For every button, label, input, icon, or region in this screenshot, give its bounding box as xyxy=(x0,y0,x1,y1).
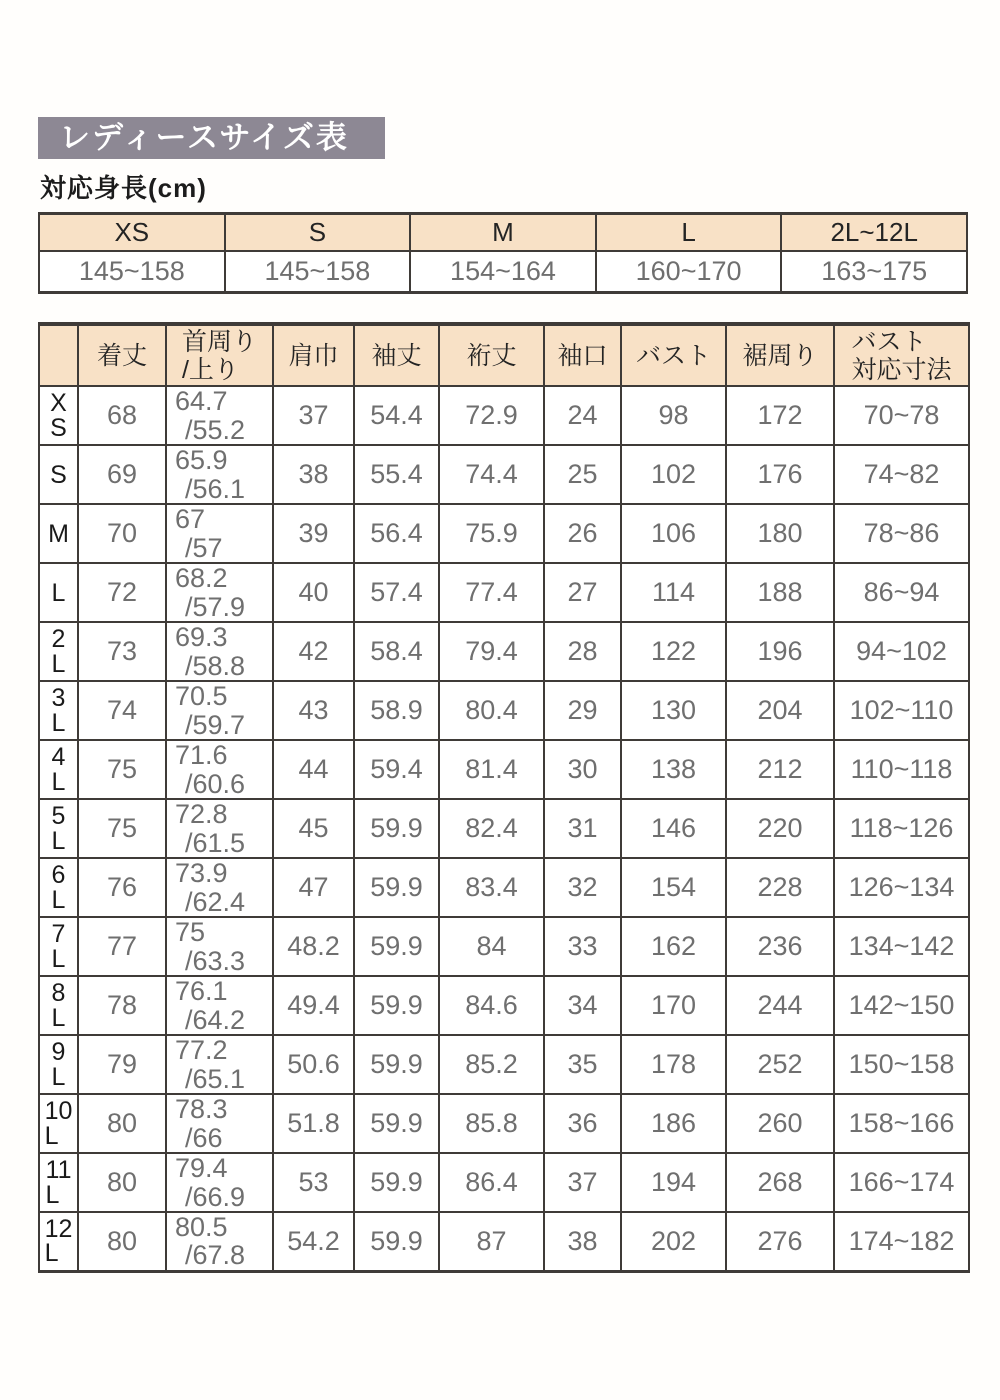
row-label-10L xyxy=(39,1094,78,1153)
measure-cell: 34 xyxy=(544,976,621,1035)
size-col-header-blank xyxy=(39,324,78,386)
row-label-8L xyxy=(39,976,78,1035)
measure-cell: 142~150 xyxy=(834,976,969,1035)
measure-cell: 102~110 xyxy=(834,681,969,740)
measure-cell: 59.9 xyxy=(354,1212,439,1271)
row-label-M xyxy=(39,504,78,563)
measure-cell: 59.4 xyxy=(354,740,439,799)
row-label-2L xyxy=(39,622,78,681)
neck-measure-cell: 71.6 /60.6 xyxy=(166,740,273,799)
measure-cell: 36 xyxy=(544,1094,621,1153)
measure-cell: 45 xyxy=(273,799,354,858)
cell-text: 9 L xyxy=(51,1038,66,1091)
measure-cell: 110~118 xyxy=(834,740,969,799)
cell-text: S xyxy=(50,460,67,489)
measure-cell: 73 xyxy=(78,622,166,681)
measure-cell: 27 xyxy=(544,563,621,622)
measure-cell: 51.8 xyxy=(273,1094,354,1153)
neck-measure-cell: 80.5 /67.8 xyxy=(166,1212,273,1271)
size-col-header-首周り xyxy=(166,324,273,386)
size-row-XS xyxy=(39,386,969,445)
cell-text: X S xyxy=(50,389,67,442)
height-col-header-S: S xyxy=(225,214,411,251)
measure-cell: 42 xyxy=(273,622,354,681)
measure-cell: 74.4 xyxy=(439,445,544,504)
measure-cell: 76 xyxy=(78,858,166,917)
measure-cell: 84.6 xyxy=(439,976,544,1035)
row-label-7L xyxy=(39,917,78,976)
measure-cell: 59.9 xyxy=(354,1153,439,1212)
cell-text: 2 L xyxy=(51,625,66,678)
measure-cell: 85.8 xyxy=(439,1094,544,1153)
measure-cell: 54.2 xyxy=(273,1212,354,1271)
measure-cell: 236 xyxy=(726,917,834,976)
neck-measure-cell: 69.3 /58.8 xyxy=(166,622,273,681)
measure-cell: 102 xyxy=(621,445,726,504)
measure-cell: 134~142 xyxy=(834,917,969,976)
measure-cell: 50.6 xyxy=(273,1035,354,1094)
measure-cell: 170 xyxy=(621,976,726,1035)
row-label-5L xyxy=(39,799,78,858)
measure-cell: 32 xyxy=(544,858,621,917)
row-label-3L xyxy=(39,681,78,740)
measure-cell: 80 xyxy=(78,1094,166,1153)
measure-cell: 38 xyxy=(544,1212,621,1271)
measure-cell: 29 xyxy=(544,681,621,740)
measure-cell: 114 xyxy=(621,563,726,622)
measure-cell: 56.4 xyxy=(354,504,439,563)
measure-cell: 176 xyxy=(726,445,834,504)
cell-text: 着丈 xyxy=(96,342,147,371)
measure-cell: 260 xyxy=(726,1094,834,1153)
size-col-header-着丈 xyxy=(78,324,166,386)
measure-cell: 186 xyxy=(621,1094,726,1153)
measure-cell: 59.9 xyxy=(354,799,439,858)
measure-cell: 59.9 xyxy=(354,1035,439,1094)
measure-cell: 80 xyxy=(78,1212,166,1271)
measure-cell: 59.9 xyxy=(354,1094,439,1153)
size-row-12L xyxy=(39,1212,969,1271)
height-section-title: 対応身長(cm) xyxy=(40,173,207,203)
size-row-10L xyxy=(39,1094,969,1153)
measure-cell: 85.2 xyxy=(439,1035,544,1094)
measure-cell: 79.4 xyxy=(439,622,544,681)
measure-cell: 44 xyxy=(273,740,354,799)
height-table-value-row xyxy=(39,251,967,293)
measure-cell: 38 xyxy=(273,445,354,504)
measure-cell: 138 xyxy=(621,740,726,799)
size-row-7L xyxy=(39,917,969,976)
measure-cell: 79 xyxy=(78,1035,166,1094)
measure-cell: 57.4 xyxy=(354,563,439,622)
measure-cell: 68 xyxy=(78,386,166,445)
height-range-cell: 154~164 xyxy=(410,251,596,293)
row-label-9L xyxy=(39,1035,78,1094)
row-label-11L xyxy=(39,1153,78,1212)
size-row-6L xyxy=(39,858,969,917)
measure-cell: 204 xyxy=(726,681,834,740)
height-table xyxy=(38,212,968,294)
cell-text: 6 L xyxy=(51,861,66,914)
measure-cell: 244 xyxy=(726,976,834,1035)
row-label-S xyxy=(39,445,78,504)
height-col-header-M: M xyxy=(410,214,596,251)
measure-cell: 166~174 xyxy=(834,1153,969,1212)
size-table-body xyxy=(39,386,969,1271)
measure-cell: 83.4 xyxy=(439,858,544,917)
measure-cell: 220 xyxy=(726,799,834,858)
cell-text: 裾周り xyxy=(742,342,818,371)
measure-cell: 75 xyxy=(78,799,166,858)
neck-measure-cell: 72.8 /61.5 xyxy=(166,799,273,858)
measure-cell: 58.9 xyxy=(354,681,439,740)
measure-cell: 87 xyxy=(439,1212,544,1271)
measure-cell: 72 xyxy=(78,563,166,622)
height-table-header-row xyxy=(39,214,967,251)
size-row-3L xyxy=(39,681,969,740)
row-label-XS xyxy=(39,386,78,445)
measure-cell: 78~86 xyxy=(834,504,969,563)
measure-cell: 35 xyxy=(544,1035,621,1094)
measure-cell: 194 xyxy=(621,1153,726,1212)
neck-measure-cell: 67 /57 xyxy=(166,504,273,563)
measure-cell: 28 xyxy=(544,622,621,681)
measure-cell: 78 xyxy=(78,976,166,1035)
measure-cell: 82.4 xyxy=(439,799,544,858)
cell-text: 首周り /上り xyxy=(181,327,257,384)
measure-cell: 146 xyxy=(621,799,726,858)
measure-cell: 252 xyxy=(726,1035,834,1094)
neck-measure-cell: 79.4 /66.9 xyxy=(166,1153,273,1212)
row-label-L xyxy=(39,563,78,622)
measure-cell: 72.9 xyxy=(439,386,544,445)
row-label-6L xyxy=(39,858,78,917)
measure-cell: 30 xyxy=(544,740,621,799)
size-row-9L xyxy=(39,1035,969,1094)
measure-cell: 70~78 xyxy=(834,386,969,445)
measure-cell: 178 xyxy=(621,1035,726,1094)
measure-cell: 81.4 xyxy=(439,740,544,799)
neck-measure-cell: 68.2 /57.9 xyxy=(166,563,273,622)
measure-cell: 59.9 xyxy=(354,976,439,1035)
size-table xyxy=(38,322,970,1273)
height-col-header-2L~12L: 2L~12L xyxy=(781,214,967,251)
cell-text: 5 L xyxy=(51,802,66,855)
size-col-header-裾周り xyxy=(726,324,834,386)
height-range-cell: 145~158 xyxy=(39,251,225,293)
measure-cell: 202 xyxy=(621,1212,726,1271)
measure-cell: 150~158 xyxy=(834,1035,969,1094)
height-range-cell: 160~170 xyxy=(596,251,782,293)
measure-cell: 39 xyxy=(273,504,354,563)
measure-cell: 25 xyxy=(544,445,621,504)
size-col-header-袖口 xyxy=(544,324,621,386)
neck-measure-cell: 77.2 /65.1 xyxy=(166,1035,273,1094)
measure-cell: 47 xyxy=(273,858,354,917)
measure-cell: 162 xyxy=(621,917,726,976)
cell-text: 10 L xyxy=(44,1097,73,1150)
size-col-header-バスト xyxy=(621,324,726,386)
measure-cell: 86~94 xyxy=(834,563,969,622)
measure-cell: 77 xyxy=(78,917,166,976)
measure-cell: 84 xyxy=(439,917,544,976)
size-row-2L xyxy=(39,622,969,681)
measure-cell: 54.4 xyxy=(354,386,439,445)
measure-cell: 268 xyxy=(726,1153,834,1212)
size-table-header-row xyxy=(39,324,969,386)
size-row-L xyxy=(39,563,969,622)
size-col-header-肩巾 xyxy=(273,324,354,386)
size-row-S xyxy=(39,445,969,504)
height-col-header-XS: XS xyxy=(39,214,225,251)
measure-cell: 55.4 xyxy=(354,445,439,504)
measure-cell: 77.4 xyxy=(439,563,544,622)
measure-cell: 69 xyxy=(78,445,166,504)
measure-cell: 37 xyxy=(544,1153,621,1212)
size-col-header-バスト xyxy=(834,324,969,386)
measure-cell: 158~166 xyxy=(834,1094,969,1153)
measure-cell: 74~82 xyxy=(834,445,969,504)
row-label-12L xyxy=(39,1212,78,1271)
measure-cell: 180 xyxy=(726,504,834,563)
neck-measure-cell: 73.9 /62.4 xyxy=(166,858,273,917)
measure-cell: 31 xyxy=(544,799,621,858)
neck-measure-cell: 65.9 /56.1 xyxy=(166,445,273,504)
neck-measure-cell: 70.5 /59.7 xyxy=(166,681,273,740)
size-row-5L xyxy=(39,799,969,858)
measure-cell: 74 xyxy=(78,681,166,740)
measure-cell: 98 xyxy=(621,386,726,445)
measure-cell: 49.4 xyxy=(273,976,354,1035)
measure-cell: 80 xyxy=(78,1153,166,1212)
measure-cell: 75 xyxy=(78,740,166,799)
cell-text: 裄丈 xyxy=(466,342,517,371)
measure-cell: 24 xyxy=(544,386,621,445)
size-row-M xyxy=(39,504,969,563)
cell-text: 3 L xyxy=(51,684,66,737)
height-col-header-L: L xyxy=(596,214,782,251)
measure-cell: 59.9 xyxy=(354,917,439,976)
size-col-header-裄丈 xyxy=(439,324,544,386)
measure-cell: 59.9 xyxy=(354,858,439,917)
size-row-4L xyxy=(39,740,969,799)
measure-cell: 172 xyxy=(726,386,834,445)
measure-cell: 154 xyxy=(621,858,726,917)
cell-text: 7 L xyxy=(51,920,66,973)
measure-cell: 53 xyxy=(273,1153,354,1212)
cell-text: 4 L xyxy=(51,743,66,796)
cell-text: バスト 対応寸法 xyxy=(851,327,952,384)
neck-measure-cell: 78.3 /66 xyxy=(166,1094,273,1153)
measure-cell: 174~182 xyxy=(834,1212,969,1271)
size-row-11L xyxy=(39,1153,969,1212)
neck-measure-cell: 75 /63.3 xyxy=(166,917,273,976)
measure-cell: 26 xyxy=(544,504,621,563)
measure-cell: 126~134 xyxy=(834,858,969,917)
cell-text: 袖丈 xyxy=(371,342,422,371)
measure-cell: 196 xyxy=(726,622,834,681)
neck-measure-cell: 76.1 /64.2 xyxy=(166,976,273,1035)
neck-measure-cell: 64.7 /55.2 xyxy=(166,386,273,445)
size-row-8L xyxy=(39,976,969,1035)
cell-text: 袖口 xyxy=(557,342,608,371)
measure-cell: 33 xyxy=(544,917,621,976)
page-title: レディースサイズ表 xyxy=(38,117,385,159)
measure-cell: 118~126 xyxy=(834,799,969,858)
measure-cell: 70 xyxy=(78,504,166,563)
cell-text: バスト xyxy=(635,342,711,371)
cell-text: M xyxy=(48,519,69,548)
measure-cell: 276 xyxy=(726,1212,834,1271)
measure-cell: 80.4 xyxy=(439,681,544,740)
measure-cell: 106 xyxy=(621,504,726,563)
measure-cell: 212 xyxy=(726,740,834,799)
measure-cell: 40 xyxy=(273,563,354,622)
measure-cell: 228 xyxy=(726,858,834,917)
height-range-cell: 163~175 xyxy=(781,251,967,293)
height-range-cell: 145~158 xyxy=(225,251,411,293)
measure-cell: 94~102 xyxy=(834,622,969,681)
size-col-header-袖丈 xyxy=(354,324,439,386)
measure-cell: 48.2 xyxy=(273,917,354,976)
cell-text: 11 L xyxy=(45,1156,72,1209)
measure-cell: 43 xyxy=(273,681,354,740)
measure-cell: 58.4 xyxy=(354,622,439,681)
measure-cell: 188 xyxy=(726,563,834,622)
cell-text: 肩巾 xyxy=(288,342,339,371)
row-label-4L xyxy=(39,740,78,799)
measure-cell: 75.9 xyxy=(439,504,544,563)
measure-cell: 122 xyxy=(621,622,726,681)
cell-text: 8 L xyxy=(51,979,66,1032)
measure-cell: 37 xyxy=(273,386,354,445)
measure-cell: 86.4 xyxy=(439,1153,544,1212)
cell-text: 12 L xyxy=(44,1214,73,1268)
measure-cell: 130 xyxy=(621,681,726,740)
cell-text: L xyxy=(51,578,66,607)
